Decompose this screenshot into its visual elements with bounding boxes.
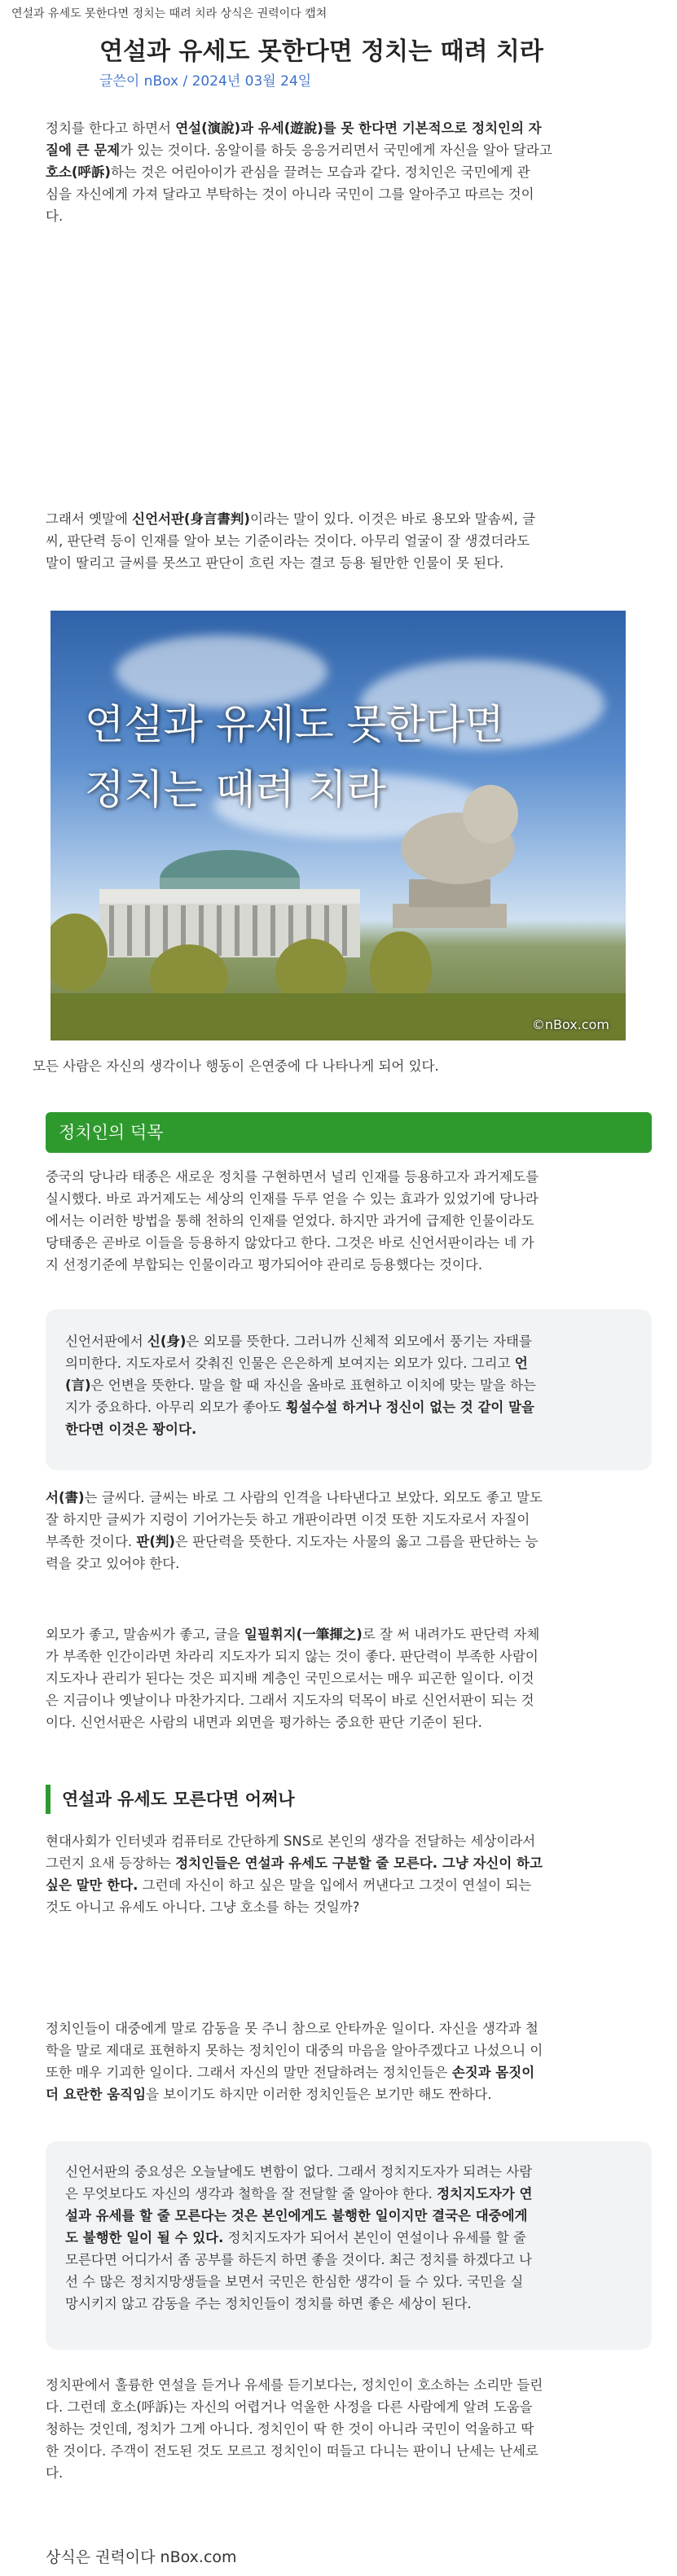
text-line: 것도 아니고 유세도 아니다. 그냥 호소를 하는 것일까?	[46, 1899, 360, 1915]
text-line: 지 선정기준에 부합되는 인물이라고 평가되어야 관리로 등용했다는 것이다.	[46, 1257, 483, 1273]
intro-paragraph	[46, 117, 648, 227]
assembly-scene	[51, 611, 626, 1040]
text-line: 정치인들이 대중에게 말로 감동을 못 주니 참으로 안타까운 일이다. 자신을 생각과 철	[46, 2021, 539, 2036]
paragraph-judgement	[46, 1623, 648, 1733]
bold-run: 횡설수설 하거나 정신이 없는 것 같이 말을	[285, 1400, 534, 1415]
byline[interactable]: 글쓴이 nBox / 2024년 03월 24일	[99, 73, 312, 90]
text-line: 씨, 판단력 등이 인재를 알아 보는 기준이라는 것이다. 아무리 얼굴이 잘 생겼더라도	[46, 533, 530, 549]
text-run: 부족한 것이다.	[46, 1534, 137, 1549]
text-run: 외모가 좋고, 말솜씨가 좋고, 글을	[46, 1627, 244, 1642]
text-run: 그래서 옛말에	[46, 511, 133, 527]
bold-run: 손짓과 몸짓이	[451, 2065, 535, 2080]
bold-run: 도 불행한 일이 될 수 있다.	[65, 2230, 224, 2245]
text-line: 청하는 것인데, 정치가 그게 아니다. 정치인이 딱 한 것이 아니라 국민이 억울하고 딱	[46, 2421, 534, 2437]
text-run: 지가 중요하다. 아무리 외모가 좋아도	[65, 1400, 286, 1415]
bold-run: 신(身)	[147, 1334, 187, 1349]
text-run: 또한 매우 기괴한 일이다. 그래서 자신의 말만 전달하려는 정치인들은	[46, 2065, 452, 2080]
text-line: 신언서판의 중요성은 오늘날에도 변함이 없다. 그래서 정치지도자가 되려는 사람	[65, 2164, 533, 2180]
text-line: 말이 딸리고 글씨를 못쓰고 판단이 흐린 자는 결코 등용 될만한 인물이 못 된다.	[46, 555, 504, 571]
text-run: 하는 것은 어린아이가 관심을 끌려는 모습과 같다. 정치인은 국민에게 관	[110, 164, 530, 180]
text-run: 을 보이기도 하지만 이러한 정치인들은 보기만 해도 짠하다.	[146, 2087, 492, 2102]
text-line: 다.	[46, 208, 64, 224]
bold-run: 호소(呼訴)	[46, 164, 111, 180]
text-run: 이라는 말이 있다. 이것은 바로 용모와 말솜씨, 글	[249, 511, 536, 527]
bold-run: (言)	[65, 1378, 91, 1393]
section-heading-virtues: 정치인의 덕목	[46, 1112, 652, 1153]
text-run: 그런데 자신이 하고 싶은 말을 입에서 꺼낸다고 그것이 연설이 되는	[138, 1877, 532, 1893]
text-line: 선 수 많은 정치지망생들을 보면서 국민은 한심한 생각이 들 수 있다. 국민을 실	[65, 2274, 524, 2289]
text-run: 은 판단력을 뜻한다. 지도자는 사물의 옳고 그름을 판단하는 능	[174, 1534, 539, 1549]
text-line: 한 것이다. 주객이 전도된 것도 모르고 정치인이 떠들고 다니는 판이니 난세는 난세로	[46, 2443, 539, 2459]
paragraph-tang-taizong	[46, 1166, 648, 1276]
text-run: 신언서판에서	[65, 1334, 147, 1349]
bold-run: 싶은 말만 한다.	[46, 1877, 138, 1893]
paragraph-seo-pan	[46, 1487, 648, 1575]
bold-run: 언	[514, 1356, 528, 1371]
text-line: 중국의 당나라 태종은 새로운 정치를 구현하면서 널리 인재를 등용하고자 과거제도를	[46, 1169, 539, 1185]
bold-run: 일필휘지(一筆揮之)	[244, 1627, 363, 1642]
text-line: 이다. 신언서판은 사람의 내면과 외면을 평가하는 중요한 판단 기준이 된다.	[46, 1715, 482, 1730]
image-watermark: ©nBox.com	[531, 1017, 609, 1032]
text-run: 은 외모를 뜻한다. 그러니까 신체적 외모에서 풍기는 자태를	[186, 1334, 532, 1349]
bold-run: 설과 유세를 할 줄 모른다는 것은 본인에게도 불행한 일이지만 결국은 대중에게	[65, 2208, 528, 2223]
text-run: 은 언변을 뜻한다. 말을 할 때 자신을 올바로 표현하고 이치에 맞는 말을 하는	[90, 1378, 536, 1393]
ad-space	[46, 244, 648, 505]
text-line: 당태종은 곧바로 이들을 등용하지 않았다고 한다. 그것은 바로 신언서판이라는 네 가	[46, 1235, 534, 1251]
text-line: 현대사회가 인터넷과 컴퓨터로 간단하게 SNS로 본인의 생각을 전달하는 세상이라서	[46, 1833, 536, 1849]
text-line: 다. 그런데 호소(呼訴)는 자신의 어렵거나 억울한 사정을 다른 사람에게 알려 도움을	[46, 2399, 533, 2415]
ad-space	[46, 1930, 648, 2011]
text-line: 지도자나 관리가 된다는 것은 피지배 계층인 국민으로서는 매우 피곤한 일이다. 이것	[46, 1671, 534, 1686]
text-line: 에서는 이러한 방법을 통해 천하의 인재를 얻었다. 하지만 과거에 급제한 인물이라도	[46, 1213, 534, 1229]
text-run: 는 글씨다. 글씨는 바로 그 사람의 인격을 나타낸다고 보았다. 외모도 좋고 말도	[84, 1490, 543, 1505]
text-line: 잘 하지만 글씨가 지렁이 기어가는듯 하고 개판이라면 이것 또한 지도자로서 자질이	[46, 1512, 530, 1527]
article-header	[99, 36, 621, 91]
paragraph-shinunseopan	[46, 508, 648, 574]
text-line: 학을 말로 제대로 표현하지 못하는 정치인이 대중의 마음을 알아주겠다고 나섰으니 이	[46, 2043, 543, 2058]
text-run: 정치를 한다고 하면서	[46, 120, 176, 136]
paragraph-politicians	[46, 2017, 648, 2105]
hero-title-line2: 정치는 때려 치라	[85, 766, 386, 813]
bold-run: 정치인들은 연설과 유세도 구분할 줄 모른다. 그냥 자신이 하고	[175, 1855, 543, 1871]
image-caption: 모든 사람은 자신의 생각이나 행동이 은연중에 다 나타나게 되어 있다.	[33, 1058, 439, 1074]
text-line: 은 지금이나 옛날이나 마찬가지다. 그래서 지도자의 덕목이 바로 신언서판이 되는 것	[46, 1693, 534, 1708]
text-line: 력을 갖고 있어야 한다.	[46, 1556, 180, 1571]
paragraph-sns	[46, 1830, 648, 1918]
bold-run: 정치지도자가 연	[437, 2186, 533, 2201]
bold-run: 판(判)	[136, 1534, 175, 1549]
page-title: 연설과 유세도 못한다면 정치는 때려 치라	[99, 37, 543, 66]
browser-tab-title[interactable]: 연설과 유세도 못한다면 정치는 때려 치라 상식은 권력이다 캡쳐	[11, 7, 328, 20]
bold-run: 질에 큰 문제	[46, 142, 121, 158]
text-line: 정치판에서 훌륭한 연설을 듣거나 유세를 듣기보다는, 정치인이 호소하는 소리만 들린	[46, 2377, 543, 2393]
hero-title-line1: 연설과 유세도 못한다면	[85, 701, 504, 748]
section-heading-speech: 연설과 유세도 모른다면 어쩌나	[46, 1785, 295, 1814]
text-run: 의미한다. 지도자로서 갖춰진 인물은 은은하게 보여지는 외모가 있다. 그리고	[65, 1356, 515, 1371]
quote-text-importance	[65, 2161, 635, 2315]
hero-image	[51, 611, 626, 1040]
bold-run: 신언서판(身言書判)	[132, 511, 250, 527]
text-line: 다.	[46, 2465, 64, 2481]
text-line: 망시키지 않고 감동을 주는 정치인들이 정치를 하면 좋은 세상이 된다.	[65, 2296, 472, 2311]
bold-run: 서(書)	[46, 1490, 85, 1505]
text-run: 그런지 요새 등장하는	[46, 1855, 176, 1871]
text-run: 은 무엇보다도 자신의 생각과 철학을 잘 전달할 줄 알아야 한다.	[65, 2186, 437, 2201]
text-run: 로 잘 써 내려가도 판단력 자체	[362, 1627, 540, 1642]
text-line: 가 부족한 인간이라면 차라리 지도자가 되지 않는 것이 좋다. 판단력이 부족한 사람이	[46, 1649, 539, 1664]
text-line: 모른다면 어디가서 좀 공부를 하든지 하면 좋을 것이다. 최근 정치를 하겠다고 나	[65, 2252, 532, 2267]
bold-run: 연설(演說)과 유세(遊說)를 못 한다면 기본적으로 정치인의 자	[175, 120, 542, 136]
footer-signature[interactable]: 상식은 권력이다 nBox.com	[46, 2548, 237, 2566]
bold-run: 더 요란한 움직임	[46, 2087, 147, 2102]
quote-text-shin-eon	[65, 1330, 635, 1440]
paragraph-appeal	[46, 2374, 648, 2484]
text-run: 정치지도자가 되어서 본인이 연설이나 유세를 할 줄	[223, 2230, 526, 2245]
bold-run: 한다면 이것은 꽝이다.	[65, 1422, 197, 1437]
text-line: 심을 자신에게 가져 달라고 부탁하는 것이 아니라 국민이 그를 알아주고 따르는 것이	[46, 186, 534, 202]
text-line: 실시했다. 바로 과거제도는 세상의 인재를 두루 얻을 수 있는 효과가 있었기에 당나라	[46, 1191, 539, 1207]
text-run: 가 있는 것이다. 옹알이를 하듯 응응거리면서 국민에게 자신을 알아 달라고	[120, 142, 552, 158]
